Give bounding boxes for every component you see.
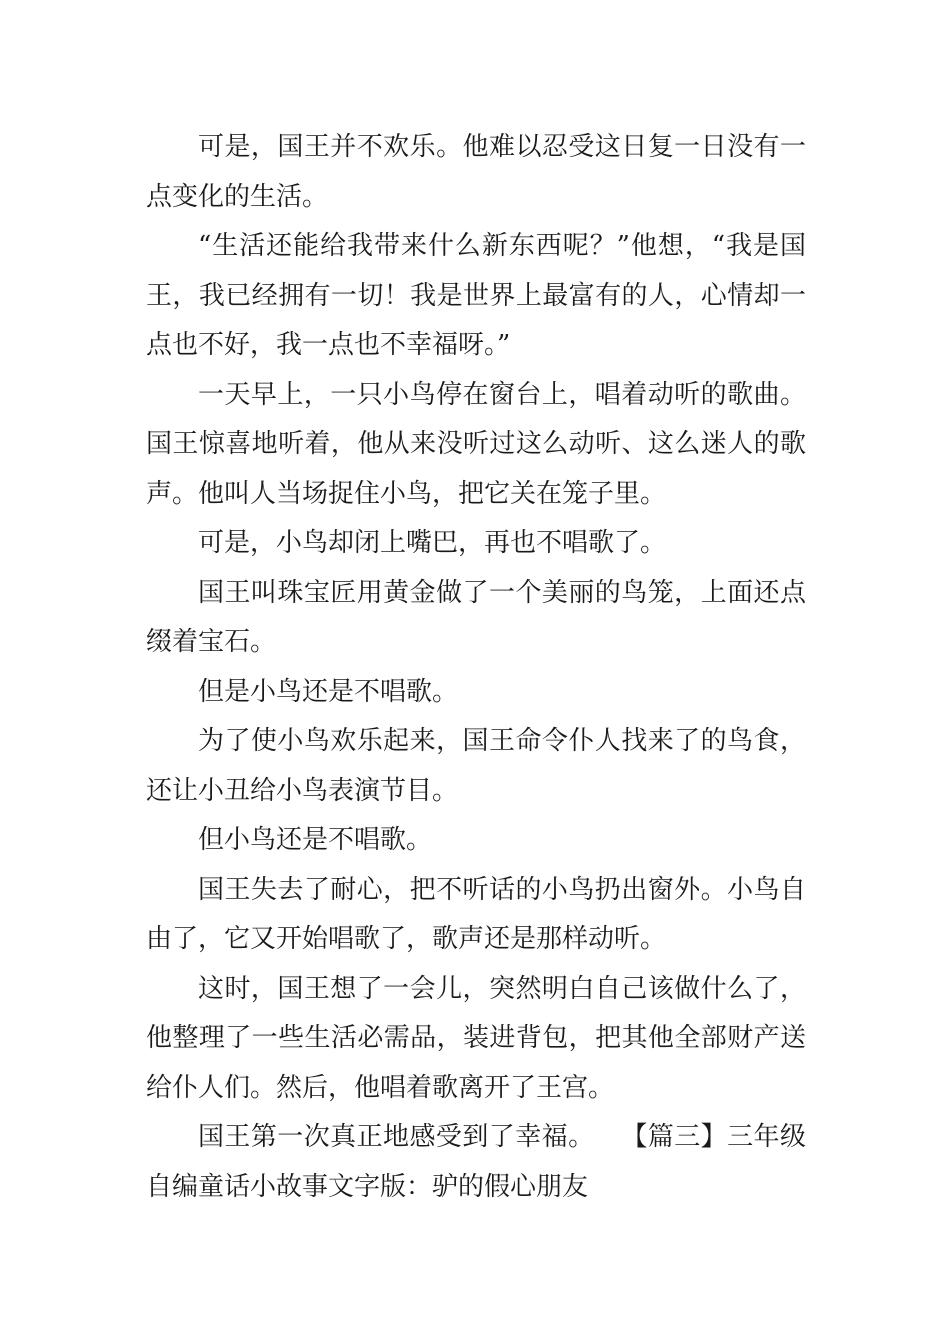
paragraph: “生活还能给我带来什么新东西呢？”他想，“我是国王，我已经拥有一切！我是世界上最富有的人，心情却一点也不好，我一点也不幸福呀。”: [146, 231, 806, 360]
paragraph: 可是，小鸟却闭上嘴巴，再也不唱歌了。: [198, 528, 667, 558]
paragraph: 国王第一次真正地感受到了幸福。 【篇三】三年级自编童话小故事文字版：驴的假心朋友: [146, 1122, 806, 1202]
paragraph: 为了使小鸟欢乐起来，国王命令仆人找来了的鸟食，还让小丑给小鸟表演节目。: [146, 726, 806, 806]
story-text: [146, 123, 806, 1212]
paragraph: 但是小鸟还是不唱歌。: [198, 676, 459, 707]
paragraph: 可是，国王并不欢乐。他难以忍受这日复一日没有一点变化的生活。: [146, 132, 806, 212]
paragraph: 但小鸟还是不唱歌。: [198, 825, 433, 855]
paragraph: 国王叫珠宝匠用黄金做了一个美丽的鸟笼，上面还点缀着宝石。: [146, 577, 806, 657]
paragraph: 国王失去了耐心，把不听话的小鸟扔出窗外。小鸟自由了，它又开始唱歌了，歌声还是那样动听。: [146, 874, 806, 954]
paragraph: 一天早上，一只小鸟停在窗台上，唱着动听的歌曲。国王惊喜地听着，他从来没听过这么动听、这么迷人的歌声。他叫人当场捉住小鸟，把它关在笼子里。: [146, 379, 806, 509]
paragraph: 这时，国王想了一会儿，突然明白自己该做什么了，他整理了一些生活必需品，装进背包，把其他全部财产送给仆人们。然后，他唱着歌离开了王宫。: [146, 973, 806, 1103]
